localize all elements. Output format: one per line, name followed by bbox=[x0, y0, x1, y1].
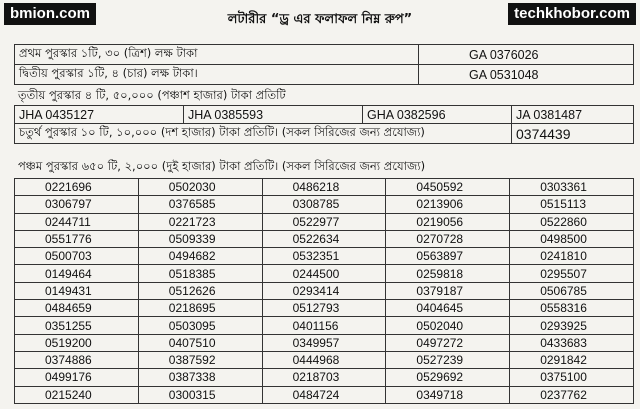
fifth-prize-number: 0387592 bbox=[138, 351, 262, 368]
fifth-prize-number: 0512793 bbox=[262, 300, 386, 317]
fifth-prize-number: 0518385 bbox=[138, 265, 262, 282]
fifth-prize-number: 0387338 bbox=[138, 369, 262, 386]
third-fourth-prize-table bbox=[14, 105, 634, 144]
fifth-prize-number: 0308785 bbox=[262, 196, 386, 213]
fifth-prize-number: 0241810 bbox=[510, 248, 634, 265]
fifth-prize-number: 0444968 bbox=[262, 351, 386, 368]
table-row bbox=[15, 386, 634, 403]
table-row bbox=[15, 282, 634, 299]
second-prize-label: দ্বিতীয় পুরস্কার ১টি, ৪ (চার) লক্ষ টাকা। bbox=[15, 65, 419, 85]
fifth-prize-number: 0532351 bbox=[262, 248, 386, 265]
fifth-prize-number: 0306797 bbox=[15, 196, 139, 213]
fifth-prize-number: 0401156 bbox=[262, 317, 386, 334]
table-row bbox=[15, 369, 634, 386]
fifth-prize-number: 0293414 bbox=[262, 282, 386, 299]
top-prizes-table bbox=[14, 44, 634, 85]
fifth-prize-number: 0522977 bbox=[262, 213, 386, 230]
fifth-prize-number: 0213906 bbox=[386, 196, 510, 213]
fifth-prize-number: 0484659 bbox=[15, 300, 139, 317]
fifth-prize-number: 0529692 bbox=[386, 369, 510, 386]
fifth-prize-number: 0503095 bbox=[138, 317, 262, 334]
fifth-prize-number: 0300315 bbox=[138, 386, 262, 403]
first-prize-label: প্রথম পুরস্কার ১টি, ৩০ (ত্রিশ) লক্ষ টাকা bbox=[15, 45, 419, 65]
fifth-prize-number: 0270728 bbox=[386, 230, 510, 247]
fifth-prize-number: 0498500 bbox=[510, 230, 634, 247]
fifth-prize-number: 0527239 bbox=[386, 351, 510, 368]
fifth-prize-number: 0244500 bbox=[262, 265, 386, 282]
fifth-prize-number: 0484724 bbox=[262, 386, 386, 403]
fourth-prize-label: চতুর্থ পুরস্কার ১০ টি, ১০,০০০ (দশ হাজার) টাকা প্রতিটি। (সকল সিরিজের জন্য প্রযোজ্য) bbox=[15, 124, 512, 144]
fifth-prize-number: 0522860 bbox=[510, 213, 634, 230]
second-prize-number: GA 0531048 bbox=[419, 65, 634, 85]
table-row bbox=[15, 334, 634, 351]
fifth-prize-number: 0149464 bbox=[15, 265, 139, 282]
fifth-prize-number: 0502040 bbox=[386, 317, 510, 334]
fourth-prize-number: 0374439 bbox=[512, 124, 634, 144]
fifth-prize-number: 0450592 bbox=[386, 179, 510, 196]
fifth-prize-number: 0502030 bbox=[138, 179, 262, 196]
fifth-prize-number: 0237762 bbox=[510, 386, 634, 403]
fifth-prize-number: 0497272 bbox=[386, 334, 510, 351]
fifth-prize-number: 0563897 bbox=[386, 248, 510, 265]
fifth-prize-number: 0259818 bbox=[386, 265, 510, 282]
fifth-prize-number: 0351255 bbox=[15, 317, 139, 334]
third-prize-label: তৃতীয় পুরস্কার ৪ টি, ৫০,০০০ (পঞ্চাশ হাজার) টাকা প্রতিটি bbox=[18, 88, 286, 102]
fifth-prize-number: 0519200 bbox=[15, 334, 139, 351]
fourth-prize-row bbox=[15, 124, 634, 144]
watermark-right: techkhobor.com bbox=[508, 3, 636, 25]
fifth-prize-number: 0558316 bbox=[510, 300, 634, 317]
third-prize-row bbox=[15, 106, 634, 124]
third-prize-number: JHA 0435127 bbox=[15, 106, 184, 124]
fifth-prize-number: 0221696 bbox=[15, 179, 139, 196]
table-row bbox=[15, 179, 634, 196]
fifth-prize-number: 0218703 bbox=[262, 369, 386, 386]
table-row bbox=[15, 248, 634, 265]
third-prize-number: GHA 0382596 bbox=[363, 106, 512, 124]
fifth-prize-number: 0379187 bbox=[386, 282, 510, 299]
fifth-prize-number: 0376585 bbox=[138, 196, 262, 213]
fifth-prize-number: 0349957 bbox=[262, 334, 386, 351]
fifth-prize-number: 0407510 bbox=[138, 334, 262, 351]
table-row bbox=[15, 230, 634, 247]
table-row bbox=[15, 196, 634, 213]
third-prize-number: JHA 0385593 bbox=[184, 106, 363, 124]
fifth-prize-number: 0349718 bbox=[386, 386, 510, 403]
fifth-prize-number: 0218695 bbox=[138, 300, 262, 317]
fifth-prize-number: 0500703 bbox=[15, 248, 139, 265]
fifth-prize-number: 0509339 bbox=[138, 230, 262, 247]
third-prize-number: JA 0381487 bbox=[512, 106, 634, 124]
page-title: লটারীর “ড্র এর ফলাফল নিম্ন রুপ” bbox=[227, 12, 413, 27]
fifth-prize-number: 0291842 bbox=[510, 351, 634, 368]
fifth-prize-number: 0374886 bbox=[15, 351, 139, 368]
fifth-prize-number: 0506785 bbox=[510, 282, 634, 299]
fifth-prize-number: 0293925 bbox=[510, 317, 634, 334]
table-row bbox=[15, 351, 634, 368]
watermark-left: bmion.com bbox=[4, 3, 96, 25]
fifth-prize-number: 0295507 bbox=[510, 265, 634, 282]
table-row bbox=[15, 300, 634, 317]
fifth-prize-number: 0486218 bbox=[262, 179, 386, 196]
fifth-prize-number: 0551776 bbox=[15, 230, 139, 247]
table-row bbox=[15, 213, 634, 230]
fifth-prize-number: 0149431 bbox=[15, 282, 139, 299]
fifth-prize-number: 0512626 bbox=[138, 282, 262, 299]
fifth-prize-number: 0303361 bbox=[510, 179, 634, 196]
fifth-prize-number: 0404645 bbox=[386, 300, 510, 317]
table-row bbox=[15, 265, 634, 282]
fifth-prize-number: 0219056 bbox=[386, 213, 510, 230]
fifth-prize-number: 0221723 bbox=[138, 213, 262, 230]
second-prize-row bbox=[15, 65, 634, 85]
fifth-prize-number: 0433683 bbox=[510, 334, 634, 351]
fifth-prize-number: 0375100 bbox=[510, 369, 634, 386]
first-prize-number: GA 0376026 bbox=[419, 45, 634, 65]
fifth-prize-number: 0515113 bbox=[510, 196, 634, 213]
fifth-prize-number: 0244711 bbox=[15, 213, 139, 230]
first-prize-row bbox=[15, 45, 634, 65]
fifth-prize-number: 0494682 bbox=[138, 248, 262, 265]
fifth-prize-table bbox=[14, 178, 634, 404]
fifth-prize-label: পঞ্চম পুরস্কার ৬৫০ টি, ২,০০০ (দুই হাজার) টাকা প্রতিটি। (সকল সিরিজের জন্য প্রযোজ্য) bbox=[18, 159, 426, 173]
table-row bbox=[15, 317, 634, 334]
fifth-prize-number: 0499176 bbox=[15, 369, 139, 386]
fifth-prize-number: 0215240 bbox=[15, 386, 139, 403]
fifth-prize-number: 0522634 bbox=[262, 230, 386, 247]
